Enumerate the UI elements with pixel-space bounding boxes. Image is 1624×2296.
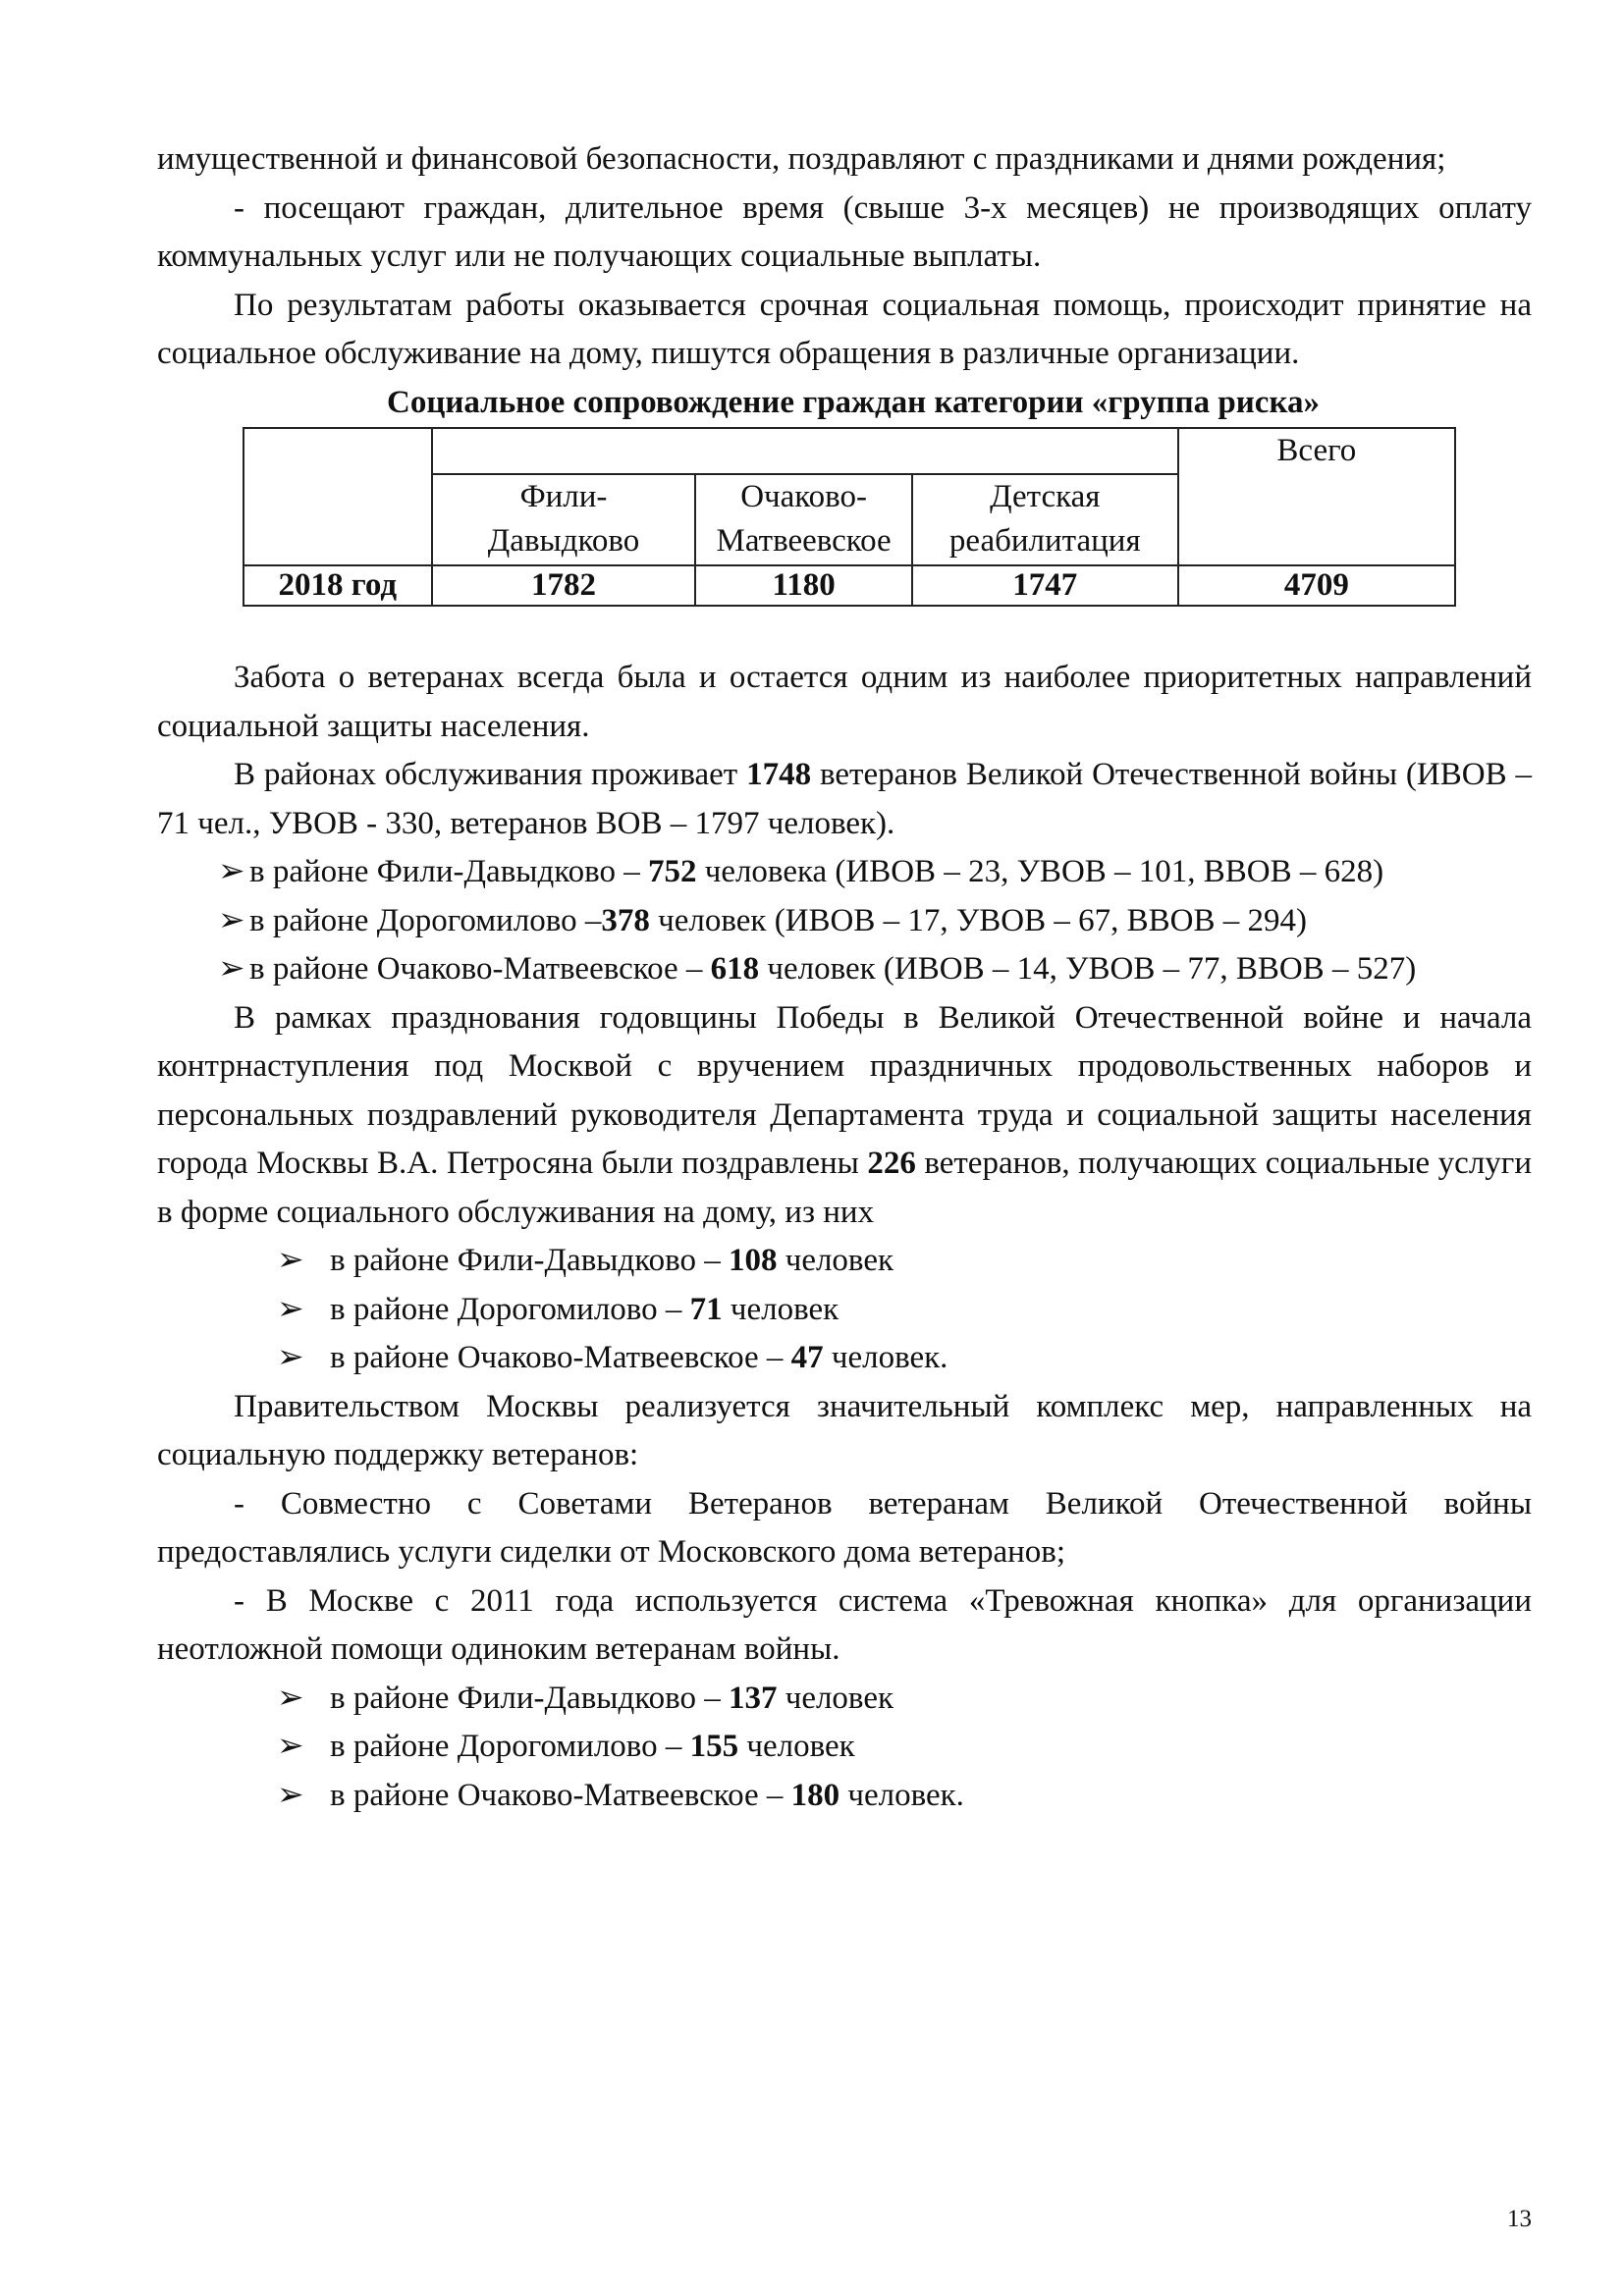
arrow-bullet-icon: ➢ bbox=[277, 1340, 304, 1375]
table-header-ochakovo bbox=[695, 474, 911, 565]
number-veterans: 1748 bbox=[746, 757, 812, 792]
table-row bbox=[244, 565, 1455, 606]
list-item bbox=[277, 1675, 1532, 1724]
arrow-bullet-icon: ➢ bbox=[277, 1291, 304, 1327]
number-value: 752 bbox=[647, 854, 697, 889]
text-run: В рамках празднования годовщины Победы в Великой Отечественной войне и начала контрнаступления под Москвой с вручением праздничных продовольственных наборов и персональных поздравлений руководителя Департамента труда и социальной защиты населения города Москвы В.А. Петросяна были поздравлены bbox=[157, 999, 1532, 1181]
table-districts-header bbox=[432, 428, 1178, 474]
paragraph-celebration bbox=[157, 994, 1532, 1238]
table-header-total: Всего bbox=[1178, 428, 1455, 565]
list-item bbox=[277, 1286, 1532, 1335]
list-item bbox=[218, 848, 1532, 897]
text-run: в районе Очаково-Матвеевское – bbox=[249, 951, 711, 987]
text-run: человека (ИВОВ – 23, УВОВ – 101, ВВОВ – 628) bbox=[696, 854, 1384, 889]
list-item bbox=[218, 897, 1532, 946]
text-run: ветеранов, получающих социальные услуги в форме социального обслуживания на дому, из них bbox=[157, 1146, 1532, 1230]
number-value: 155 bbox=[689, 1729, 739, 1764]
paragraph-veterans-count bbox=[157, 751, 1532, 848]
number-value: 47 bbox=[790, 1340, 824, 1375]
number-value: 180 bbox=[790, 1777, 840, 1813]
text-run: человек bbox=[777, 1680, 893, 1716]
text-run: человек (ИВОВ – 14, УВОВ – 77, ВВОВ – 527) bbox=[759, 951, 1417, 987]
text-run: в районе Дорогомилово – bbox=[249, 902, 602, 938]
number-value: 618 bbox=[710, 951, 760, 987]
table-header-fili-line2: Давыдково bbox=[487, 523, 640, 559]
text-run: человек. bbox=[823, 1340, 948, 1375]
table-cell-ochakovo: 1180 bbox=[695, 565, 911, 606]
number-value: 226 bbox=[867, 1146, 916, 1181]
paragraph-visits: - посещают граждан, длительное время (свыше 3-х месяцев) не производящих оплату коммунальных услуг или не получающих социальные выплаты. bbox=[157, 189, 1532, 274]
arrow-bullet-icon: ➢ bbox=[277, 1729, 304, 1764]
text-run: человек bbox=[738, 1729, 855, 1764]
table-caption: Социальное сопровождение граждан категории «группа риска» bbox=[387, 384, 1320, 420]
arrow-bullet-icon: ➢ bbox=[218, 902, 245, 938]
table-cell-fili: 1782 bbox=[432, 565, 696, 606]
table-header-rehab-line2: реабилитация bbox=[948, 523, 1141, 559]
table-header-ochakovo-line1: Очаково- bbox=[740, 479, 867, 514]
paragraph-veterans-care: Забота о ветеранах всегда была и остается одним из наиболее приоритетных направлений социальной защиты населения. bbox=[157, 660, 1532, 744]
text-run: в районе Очаково-Матвеевское – bbox=[330, 1777, 791, 1813]
text-run: человек bbox=[722, 1291, 839, 1327]
list-item bbox=[277, 1723, 1532, 1772]
table-header-fili bbox=[432, 474, 696, 565]
number-value: 108 bbox=[728, 1243, 778, 1278]
table-header-rehab bbox=[912, 474, 1178, 565]
paragraph-intro: имущественной и финансовой безопасности, поздравляют с праздниками и днями рождения; bbox=[157, 141, 1446, 177]
arrow-bullet-icon: ➢ bbox=[218, 951, 245, 987]
paragraph-government: Правительством Москвы реализуется значительный комплекс мер, направленных на социальную поддержку ветеранов: bbox=[157, 1388, 1532, 1472]
arrow-bullet-icon: ➢ bbox=[277, 1680, 304, 1716]
number-value: 378 bbox=[601, 902, 650, 938]
text-run: В районах обслуживания проживает bbox=[234, 757, 747, 792]
text-run: человек bbox=[777, 1243, 893, 1278]
text-run: в районе Фили-Давыдково – bbox=[330, 1243, 729, 1278]
list-item bbox=[277, 1772, 1532, 1821]
text-run: в районе Очаково-Матвеевское – bbox=[330, 1340, 791, 1375]
list-item bbox=[277, 1334, 1532, 1383]
table-empty-corner bbox=[244, 428, 432, 565]
arrow-bullet-icon: ➢ bbox=[277, 1777, 304, 1813]
paragraph-alarm-button: - В Москве с 2011 года используется система «Тревожная кнопка» для организации неотложной помощи одиноким ветеранам войны. bbox=[157, 1582, 1532, 1667]
document-page bbox=[157, 135, 1532, 1820]
arrow-bullet-icon: ➢ bbox=[277, 1243, 304, 1278]
list-item bbox=[218, 945, 1532, 994]
page-number: 13 bbox=[1507, 2206, 1532, 2232]
arrow-bullet-icon: ➢ bbox=[218, 854, 245, 889]
paragraph-caregivers: - Совместно с Советами Ветеранов ветеранам Великой Отечественной войны предоставлялись услуги сиделки от Московского дома ветеранов; bbox=[157, 1485, 1532, 1570]
text-run: в районе Дорогомилово – bbox=[330, 1729, 690, 1764]
table-header-ochakovo-line2: Матвеевское bbox=[716, 523, 892, 559]
number-value: 137 bbox=[728, 1680, 778, 1716]
risk-group-table bbox=[243, 427, 1456, 607]
text-run: ветеранов Великой Отечественной войны (ИВОВ – 71 чел., УВОВ - 330, ветеранов ВОВ – 1797 человек). bbox=[157, 757, 1533, 841]
text-run: в районе Дорогомилово – bbox=[330, 1291, 690, 1327]
table-cell-total: 4709 bbox=[1178, 565, 1455, 606]
table-header-rehab-line1: Детская bbox=[990, 479, 1101, 514]
table-row-label: 2018 год bbox=[244, 565, 432, 606]
table-header-fili-line1: Фили- bbox=[519, 479, 608, 514]
text-run: человек (ИВОВ – 17, УВОВ – 67, ВВОВ – 294) bbox=[649, 902, 1307, 938]
table-cell-rehab: 1747 bbox=[912, 565, 1178, 606]
list-item bbox=[277, 1237, 1532, 1286]
text-run: человек. bbox=[839, 1777, 964, 1813]
number-value: 71 bbox=[689, 1291, 723, 1327]
text-run: в районе Фили-Давыдково – bbox=[330, 1680, 729, 1716]
paragraph-results: По результатам работы оказывается срочная социальная помощь, происходит принятие на социальное обслуживание на дому, пишутся обращения в различные организации. bbox=[157, 287, 1532, 371]
text-run: в районе Фили-Давыдково – bbox=[249, 854, 648, 889]
